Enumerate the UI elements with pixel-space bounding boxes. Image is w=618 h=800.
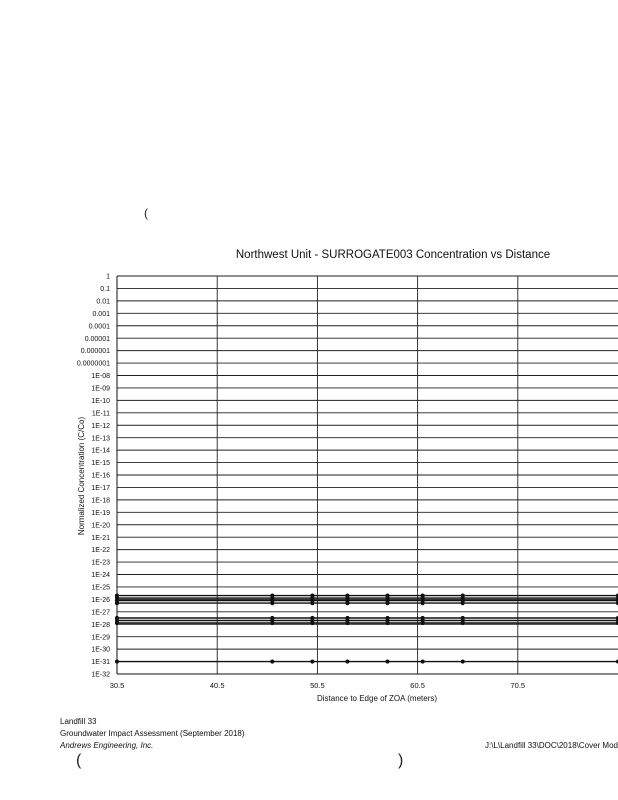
y-tick-label: 1E-19 (91, 509, 110, 517)
y-tick-label: 0.0000001 (76, 360, 110, 368)
y-tick-label: 1E-31 (91, 659, 110, 667)
x-tick-label: 30.5 (109, 681, 125, 690)
y-tick-label: 1E-11 (91, 410, 110, 418)
y-tick-label: 1E-25 (91, 584, 110, 592)
y-tick-label: 1E-17 (91, 485, 110, 493)
data-point (461, 659, 465, 663)
y-tick-label: 1E-13 (91, 435, 110, 443)
y-tick-label: 1E-14 (91, 447, 110, 455)
data-point (421, 659, 425, 663)
footer-file-path: J:\L\Landfill 33\DOC\2018\Cover Mod (485, 741, 618, 750)
x-tick-label: 40.5 (209, 681, 225, 690)
data-point (421, 621, 425, 625)
y-tick-label: 1E-09 (91, 385, 110, 393)
y-tick-label: 0.0001 (88, 323, 110, 331)
data-point (115, 601, 119, 605)
y-tick-label: 0.000001 (80, 348, 110, 356)
data-point (421, 601, 425, 605)
y-tick-label: 1E-20 (91, 522, 110, 530)
x-tick-labels (110, 681, 525, 690)
y-axis-label: Normalized Concentration (C/Co) (77, 416, 86, 536)
data-point (345, 621, 349, 625)
x-axis-label: Distance to Edge of ZOA (meters) (316, 694, 438, 703)
y-tick-label: 1E-21 (91, 534, 110, 542)
footer-line-company: Andrews Engineering, Inc. (60, 741, 154, 750)
y-tick-label: 1E-30 (91, 646, 110, 654)
data-point (385, 621, 389, 625)
x-tick-label: 60.5 (410, 681, 425, 690)
y-tick-label: 1E-28 (91, 621, 110, 629)
scan-mark: ) (398, 752, 404, 769)
document-footer (60, 716, 245, 752)
y-tick-label: 1E-08 (91, 373, 110, 381)
y-tick-label: 1E-24 (91, 572, 110, 580)
footer-line-report: Groundwater Impact Assessment (September 2018) (60, 729, 245, 738)
footer-line-site: Landfill 33 (60, 717, 97, 726)
y-tick-label: 1E-18 (91, 497, 110, 505)
data-point (115, 659, 119, 663)
data-point (461, 601, 465, 605)
chart-title: Northwest Unit - SURROGATE003 Concentration vs Distance (235, 249, 551, 261)
y-tick-label: 1 (106, 273, 110, 281)
y-tick-label: 1E-29 (91, 634, 110, 642)
y-tick-label: 1E-16 (91, 472, 110, 480)
data-point (115, 621, 119, 625)
y-tick-label: 0.01 (96, 298, 110, 306)
y-tick-label: 1E-12 (91, 422, 110, 430)
grid (117, 276, 618, 674)
y-tick-label: 1E-22 (91, 547, 110, 555)
data-point (270, 659, 274, 663)
y-tick-label: 1E-27 (91, 609, 110, 617)
data-point (345, 659, 349, 663)
y-tick-label: 1E-10 (91, 397, 110, 405)
data-point (461, 621, 465, 625)
scan-mark: ( (76, 752, 82, 769)
y-tick-label: 1E-15 (91, 460, 110, 468)
data-point (310, 621, 314, 625)
data-point (385, 601, 389, 605)
x-tick-label: 50.5 (310, 681, 325, 690)
scan-mark: ( (144, 206, 148, 220)
y-tick-label: 1E-23 (91, 559, 110, 567)
data-point (270, 601, 274, 605)
x-tick-label: 70.5 (510, 681, 526, 690)
y-tick-label: 0.00001 (84, 335, 110, 343)
data-point (310, 659, 314, 663)
y-tick-label: 1E-26 (91, 596, 110, 604)
data-point (385, 659, 389, 663)
y-tick-label: 1E-32 (91, 671, 110, 679)
data-point (345, 601, 349, 605)
y-tick-label: 0.1 (100, 286, 110, 294)
data-point (310, 601, 314, 605)
series-group (115, 594, 618, 664)
y-tick-label: 0.001 (92, 310, 110, 318)
data-point (270, 621, 274, 625)
